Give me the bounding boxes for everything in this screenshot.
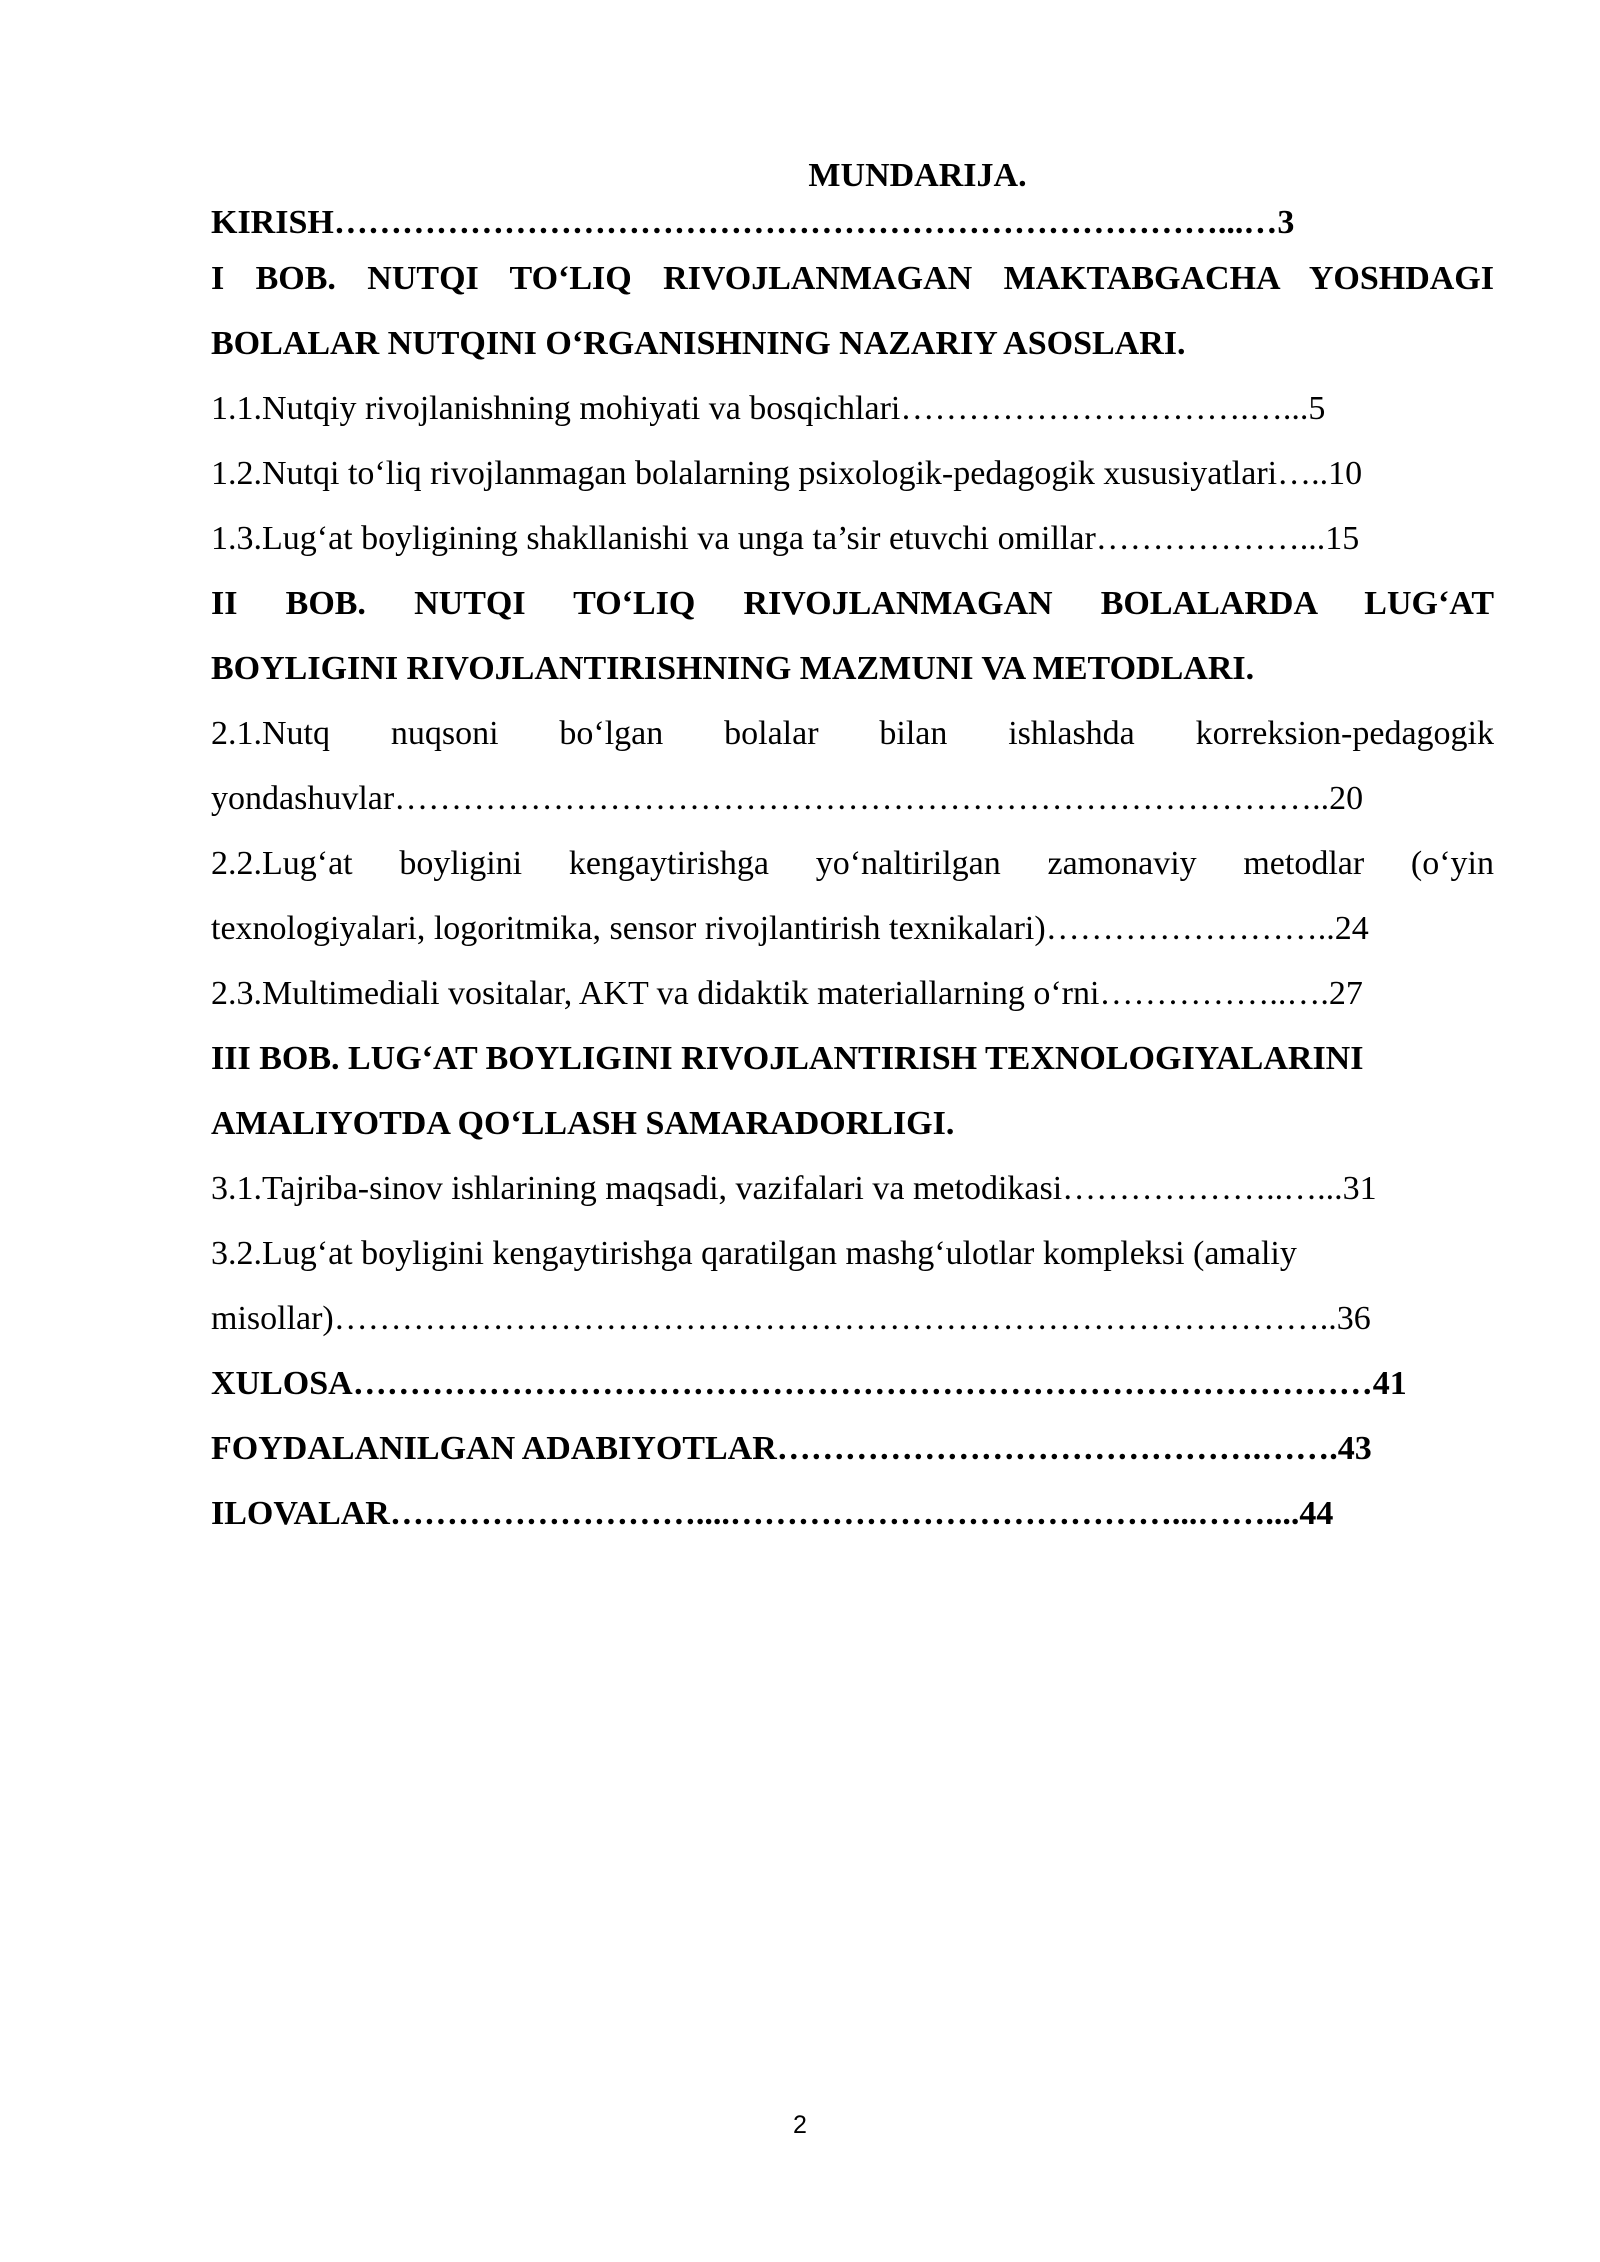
toc-chapter-2-heading-line-1: II BOB. NUTQI TO‘LIQ RIVOJLANMAGAN BOLALARDA LUG‘AT: [211, 585, 1494, 622]
toc-entry-kirish: KIRISH……………………………………………………………………...…3: [211, 204, 1295, 241]
toc-chapter-3-heading-line-1: III BOB. LUG‘AT BOYLIGINI RIVOJLANTIRISH TEXNOLOGIYALARINI: [211, 1040, 1364, 1077]
toc-chapter-1-heading-line-1: I BOB. NUTQI TO‘LIQ RIVOJLANMAGAN MAKTABGACHA YOSHDAGI: [211, 260, 1494, 297]
toc-entry-xulosa: XULOSA………………………………………………………………………………41: [211, 1365, 1407, 1402]
toc-entry-1-1: 1.1.Nutqiy rivojlanishning mohiyati va bosqichlari………………………….…...5: [211, 390, 1326, 427]
toc-entry-2-2-line-1: 2.2.Lug‘at boyligini kengaytirishga yo‘naltirilgan zamonaviy metodlar (o‘yin: [211, 845, 1494, 882]
toc-chapter-2-heading-line-2: BOYLIGINI RIVOJLANTIRISHNING MAZMUNI VA METODLARI.: [211, 650, 1255, 687]
toc-entry-3-1: 3.1.Tajriba-sinov ishlarining maqsadi, vazifalari va metodikasi………………..…...31: [211, 1170, 1377, 1207]
toc-entry-adabiyotlar: FOYDALANILGAN ADABIYOTLAR…………………………………….…….43: [211, 1430, 1372, 1467]
table-of-contents: [211, 150, 1494, 1546]
toc-entry-ilovalar: ILOVALAR………………………....…………………………………...……....44: [211, 1495, 1334, 1532]
toc-entry-2-3: 2.3.Multimediali vositalar, AKT va didaktik materiallarning o‘rni……………..….27: [211, 975, 1363, 1012]
toc-entry-1-3: 1.3.Lug‘at boyligining shakllanishi va unga ta’sir etuvchi omillar………………...15: [211, 520, 1360, 557]
toc-chapter-1-heading-line-2: BOLALAR NUTQINI O‘RGANISHNING NAZARIY ASOSLARI.: [211, 325, 1186, 362]
toc-entry-1-2: 1.2.Nutqi to‘liq rivojlanmagan bolalarning psixologik-pedagogik xususiyatlari…..10: [211, 455, 1363, 492]
toc-entry-2-1-line-2: yondashuvlar………………………………………………………………………..20: [211, 780, 1364, 817]
toc-entry-2-1-line-1: 2.1.Nutq nuqsoni bo‘lgan bolalar bilan ishlashda korreksion-pedagogik: [211, 715, 1494, 752]
toc-chapter-3-heading-line-2: AMALIYOTDA QO‘LLASH SAMARADORLIGI.: [211, 1105, 955, 1142]
toc-entry-2-2-line-2: texnologiyalari, logoritmika, sensor rivojlantirish texnikalari)……………………..24: [211, 910, 1369, 947]
toc-entry-3-2-line-2: misollar)……………………………………………………………………………..36: [211, 1300, 1371, 1337]
page-number: 2: [793, 2111, 807, 2139]
toc-entry-3-2-line-1: 3.2.Lug‘at boyligini kengaytirishga qaratilgan mashg‘ulotlar kompleksi (amaliy: [211, 1235, 1297, 1272]
toc-title: MUNDARIJA.: [808, 157, 1027, 194]
